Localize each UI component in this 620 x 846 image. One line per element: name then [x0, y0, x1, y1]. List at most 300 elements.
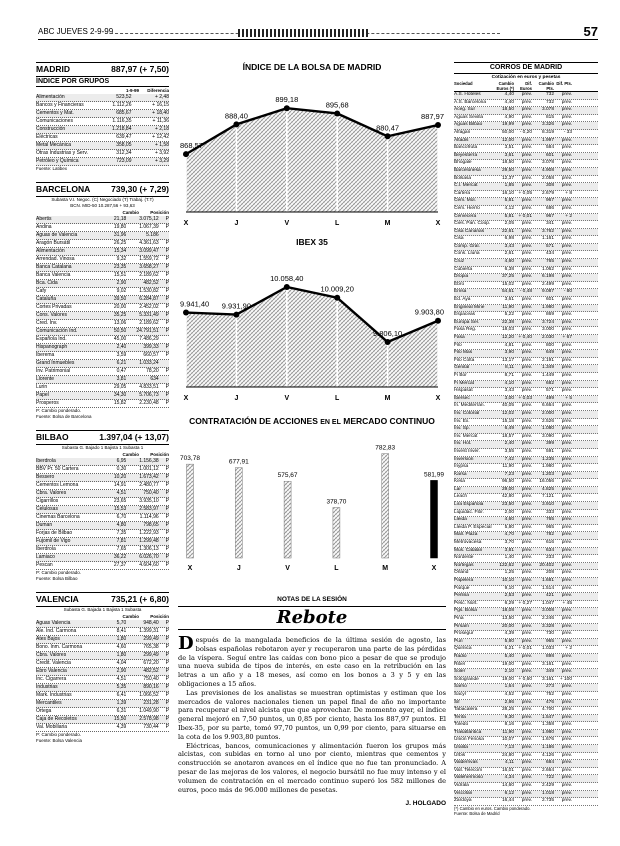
- row-cambio-pts: 3.910: [541, 502, 554, 508]
- row-cambio-pts: 3.328: [541, 623, 554, 629]
- madrid-index-chart: [178, 72, 446, 232]
- row-flag: P: [165, 288, 169, 294]
- row-value: 523,52: [116, 94, 132, 100]
- row-cambio-eur: 4,40: [504, 99, 514, 105]
- row-dif-pts: prev.: [561, 160, 572, 166]
- row-position: 2.230,48: [139, 400, 159, 406]
- chart-bar-5: [431, 480, 438, 558]
- table-row: [36, 328, 169, 336]
- row-name: Papel: [36, 392, 49, 398]
- row-name: Inc. Cigarrera: [36, 676, 67, 682]
- row-name: Aragón Bursátil: [36, 240, 71, 246]
- row-value: 6,95: [116, 458, 127, 464]
- row-flag: P: [165, 458, 169, 464]
- row-flag: P: [165, 724, 169, 730]
- row-flag: P: [165, 684, 169, 690]
- row-dif-eur: prev.: [521, 729, 532, 735]
- row-cambio-pts: 730: [545, 631, 554, 637]
- row-dif-eur: prev.: [521, 357, 532, 363]
- row-cambio-pts: 1.349: [541, 365, 554, 371]
- row-dif-pts: prev.: [561, 540, 572, 546]
- table-row: [36, 158, 169, 166]
- row-cambio-eur: 12,02: [501, 410, 514, 416]
- row-name: Cruz: [454, 259, 465, 265]
- chart-x-tick-1: J: [236, 565, 241, 572]
- chart-point-1: [233, 121, 239, 127]
- table-row: [36, 288, 169, 296]
- row-name: Bhogale: [454, 160, 472, 166]
- row-dif-pts: + 67: [562, 335, 572, 340]
- table-row: [454, 100, 598, 108]
- row-dif-pts: prev.: [561, 92, 572, 97]
- valencia-column-headers: [36, 613, 169, 620]
- table-row: [36, 538, 169, 546]
- row-dif-pts: prev.: [561, 532, 572, 538]
- row-dif-eur: prev.: [521, 236, 532, 242]
- row-name: Filo: [454, 342, 462, 348]
- table-row: [454, 92, 598, 100]
- row-name: Duman: [36, 522, 53, 528]
- row-cambio-pts: 732: [545, 99, 554, 105]
- table-row: [36, 692, 169, 700]
- row-dif-pts: prev.: [561, 183, 572, 189]
- chart-value-label-3: 895,68: [325, 100, 349, 110]
- row-dif-pts: prev.: [561, 114, 572, 120]
- row-position: 3.099,47: [139, 248, 159, 254]
- row-cambio-eur: 2,00: [504, 509, 514, 515]
- row-position: + 1,58: [154, 142, 169, 148]
- row-position: 1.673,42: [139, 474, 159, 480]
- row-name: Filo Mas: [454, 350, 473, 356]
- row-dif-pts: prev.: [561, 562, 572, 568]
- row-cambio-pts: 1.358: [541, 722, 554, 728]
- row-cambio-eur: 2,05: [504, 221, 514, 227]
- row-name: Emsa: [454, 289, 467, 295]
- row-cambio-eur: 15,18: [501, 418, 514, 424]
- chart-bar-4: [382, 454, 389, 558]
- row-cambio-pts: 782: [545, 532, 554, 538]
- row-cambio-eur: 6,12: [504, 790, 514, 796]
- valencia-rows: [36, 620, 169, 732]
- table-row: [454, 677, 598, 685]
- row-dif-pts: prev.: [561, 578, 572, 583]
- row-position: + 2,18: [154, 126, 169, 132]
- row-name: Vall. Telecom: [454, 767, 483, 773]
- table-row: [36, 652, 169, 660]
- notas-paragraph-1-text: espués de la mangalada beneficios de la última sesión de agosto, las bolsas españolas rebotaron ayer y recuperaron una parte de las pérdidas de la víspera. Seguí entre las caídas con bono pico a pesar de que se produjo una nueva subida de tipos de interés, en este caso en la retribución en las letras a un año y a 18 meses, así como en los bonos a 3 y 5 y en las obligaciones a 15 años.: [178, 636, 446, 688]
- row-flag: P: [165, 352, 169, 358]
- table-row: [36, 668, 169, 676]
- madrid-rows: [36, 94, 169, 166]
- row-cambio-pts: 967: [545, 198, 554, 204]
- valencia-col-cambio: Cambio: [122, 614, 139, 619]
- row-name: Mark. Industrias: [36, 692, 72, 698]
- row-cambio-eur: 5,40: [504, 653, 514, 659]
- row-name: Inv. Cotorial: [454, 410, 480, 416]
- row-name: BBV Pr. 50 Cartera: [36, 466, 79, 472]
- corros-col-cambio-eur: Cambio Euros (*): [496, 81, 514, 91]
- row-position: 1.156,38: [139, 458, 159, 464]
- row-position: 660,57: [143, 352, 159, 358]
- chart-title-contratacion: [178, 416, 446, 428]
- table-row: [36, 392, 169, 400]
- row-cambio-eur: 4,90: [504, 114, 514, 120]
- table-row: [454, 586, 598, 594]
- row-dif-pts: prev.: [561, 729, 572, 735]
- row-cambio-pts: 434: [545, 251, 554, 257]
- table-row: [454, 145, 598, 153]
- row-cambio-eur: 1,85: [504, 183, 514, 189]
- row-dif-eur: prev.: [521, 448, 532, 454]
- row-position: 5.331,49: [139, 312, 159, 318]
- row-dif-pts: + 45: [562, 600, 572, 606]
- table-row: [454, 221, 598, 229]
- row-flag: P: [165, 522, 169, 528]
- row-name: Cubierta: [454, 266, 473, 272]
- chart-title-madrid: ÍNDICE DE LA BOLSA DE MADRID: [242, 62, 382, 72]
- row-value: 27,37: [113, 562, 127, 568]
- row-dif-eur: prev.: [521, 410, 532, 416]
- row-dif-pts: prev.: [561, 714, 572, 720]
- row-position: 1.399,31: [139, 628, 159, 634]
- row-cambio-eur: 10,10: [501, 578, 514, 583]
- row-cambio-pts: 4.700: [541, 707, 554, 713]
- row-position: 1.299,48: [139, 538, 159, 544]
- row-cambio-pts: 16.056: [539, 479, 554, 485]
- row-name: Industrias: [36, 684, 58, 690]
- row-dif-pts: prev.: [561, 266, 572, 272]
- row-flag: P: [165, 392, 169, 398]
- row-dif-pts: prev.: [561, 312, 572, 318]
- row-name: Inversión: [454, 456, 474, 462]
- row-dif-eur: + 0,60: [518, 676, 532, 682]
- row-cambio-eur: 4,10: [504, 380, 514, 386]
- row-cambio-pts: 1.062: [541, 266, 554, 272]
- row-flag: P: [165, 400, 169, 406]
- table-row: [454, 449, 598, 457]
- row-flag: P: [165, 546, 169, 552]
- row-cambio-eur: 4,34: [504, 775, 514, 781]
- row-flag: P: [165, 708, 169, 714]
- row-value: 639,47: [116, 134, 132, 140]
- row-cambio-pts: 1.161: [541, 236, 554, 242]
- row-name: Tenfa: [454, 714, 466, 720]
- row-dif-pts: prev.: [561, 410, 572, 416]
- table-row: [454, 745, 598, 753]
- row-dif-pts: prev.: [561, 152, 572, 158]
- row-dif-pts: prev.: [561, 259, 572, 265]
- notas-body: [178, 633, 446, 794]
- table-row: [454, 768, 598, 776]
- chart-point-1: [233, 312, 239, 318]
- table-row: [454, 251, 598, 259]
- row-cambio-eur: 96,50: [501, 479, 514, 485]
- row-flag: P: [165, 692, 169, 698]
- row-value: 312,34: [116, 150, 132, 156]
- row-flag: P: [165, 538, 169, 544]
- chart-value-label-4: 880,47: [376, 123, 400, 133]
- row-position: 78,20: [146, 368, 159, 374]
- row-cambio-eur: 6,98: [504, 236, 514, 242]
- row-cambio-eur: 54,61: [501, 289, 514, 295]
- row-value: 6,31: [116, 708, 127, 714]
- row-cambio-eur: 6,29: [504, 600, 514, 606]
- table-row: [454, 191, 598, 199]
- row-cambio-pts: 1.449: [541, 372, 554, 378]
- table-row: [36, 522, 169, 530]
- row-dif-eur: prev.: [521, 175, 532, 181]
- row-name: Banca Valencia: [36, 272, 71, 278]
- table-row: [454, 798, 598, 806]
- row-dif-eur: prev.: [521, 266, 532, 272]
- barcelona-name: BARCELONA: [36, 184, 91, 194]
- table-row: [36, 264, 169, 272]
- row-cambio-pts: 3.326: [541, 122, 554, 128]
- row-cambio-pts: 476: [545, 699, 554, 705]
- row-value: 0,30: [116, 466, 127, 472]
- row-dif-eur: prev.: [521, 562, 532, 568]
- table-row: [454, 183, 598, 191]
- row-name: Hispasat: [454, 388, 473, 394]
- row-position: 4.361,63: [139, 240, 159, 246]
- row-dif-pts: prev.: [561, 615, 572, 621]
- table-row: [36, 304, 169, 312]
- row-flag: P: [165, 660, 169, 666]
- row-name: Comp. Gral.: [454, 243, 480, 249]
- table-row: [454, 153, 598, 161]
- row-dif-pts: prev.: [561, 365, 572, 371]
- row-cambio-pts: 682: [545, 380, 554, 386]
- row-name: Lira Española: [454, 502, 484, 508]
- table-row: [454, 510, 598, 518]
- table-row: [454, 517, 598, 525]
- row-cambio-eur: 42,80: [501, 494, 514, 500]
- row-cambio-eur: 11,90: [502, 729, 514, 735]
- table-row: [36, 296, 169, 304]
- row-value: 26,25: [113, 240, 127, 246]
- table-row: [454, 396, 598, 404]
- row-dif-eur: prev.: [521, 152, 532, 158]
- row-dif-pts: prev.: [561, 319, 572, 325]
- table-row: [454, 775, 598, 783]
- table-row: [454, 115, 598, 123]
- bilbao-name: BILBAO: [36, 432, 69, 442]
- row-dif-pts: prev.: [561, 669, 572, 675]
- row-dif-eur: prev.: [521, 137, 532, 143]
- row-dif-eur: prev.: [521, 107, 532, 113]
- barcelona-subheading: Subasta V.I. Negoc. (C) Negociado (T) Trabaj. (T.T): [51, 197, 154, 202]
- madrid-subtitle: ÍNDICE POR GRUPOS: [36, 77, 169, 87]
- row-name: Fujomil de Vigo: [36, 538, 71, 544]
- row-cambio-pts: 6.198: [541, 274, 554, 280]
- row-cambio-eur: 40,05: [501, 403, 514, 409]
- chart-title-part1: CONTRATACIÓN DE ACCIONES: [189, 416, 318, 426]
- table-row: [36, 256, 169, 264]
- row-dif-eur: - 0,48: [519, 289, 532, 295]
- row-name: Beyesterra: [454, 152, 478, 158]
- row-dif-eur: prev.: [521, 517, 532, 523]
- row-dif-eur: prev.: [521, 145, 532, 151]
- row-cambio-eur: 18,08: [501, 608, 514, 614]
- row-cambio-pts: 815: [545, 114, 554, 120]
- row-cambio-eur: 4,12: [504, 205, 514, 211]
- row-dif-pts: prev.: [561, 418, 572, 424]
- row-cambio-pts: 3.000: [541, 327, 554, 333]
- row-value: 15,51: [113, 272, 127, 278]
- row-cambio-eur: 16,10: [501, 190, 514, 196]
- row-dif-eur: prev.: [521, 486, 532, 492]
- row-name: Quimica: [454, 646, 472, 652]
- row-position: 1.114,96: [139, 514, 159, 520]
- row-name: Iberdrola: [36, 458, 56, 464]
- row-name: Cisa Canarias: [454, 228, 485, 234]
- row-cambio-eur: 3,81: [504, 547, 514, 553]
- madrid-footer: Fuente: Latibex: [36, 166, 68, 171]
- table-row: [36, 336, 169, 344]
- row-cambio-pts: 571: [545, 243, 554, 249]
- table-row: [36, 554, 169, 562]
- row-position: 7.486,29: [139, 336, 159, 342]
- row-dif-pts: prev.: [561, 357, 572, 363]
- row-position: 5.706,73: [139, 392, 159, 398]
- row-dif-pts: prev.: [561, 122, 572, 128]
- row-name: Inv. Hot.: [454, 441, 472, 447]
- row-cambio-pts: 4.126: [541, 752, 554, 758]
- row-dif-eur: prev.: [521, 183, 532, 189]
- row-name: Alimentación: [36, 248, 65, 254]
- row-cambio-pts: 2.735: [541, 798, 554, 804]
- row-name: Fi Bor: [454, 372, 467, 378]
- row-dif-eur: + 0,01: [518, 646, 532, 652]
- row-cambio-eur: 4,81: [504, 342, 514, 348]
- row-cambio-pts: 499: [545, 395, 554, 401]
- row-position: 1.222,93: [139, 530, 159, 536]
- row-cambio-pts: 1.033: [541, 646, 554, 652]
- row-name: Comunicaciones: [36, 118, 73, 124]
- row-cambio-eur: 19,00: [501, 661, 514, 667]
- row-name: Val. Mobiliaria: [36, 724, 68, 730]
- bilbao-section: [36, 430, 169, 582]
- table-row: [454, 198, 598, 206]
- row-cambio-eur: 7,42: [504, 456, 514, 462]
- row-name: Puri: [454, 638, 463, 644]
- row-dif-eur: + 0,40: [518, 335, 532, 340]
- table-row: [36, 312, 169, 320]
- table-row: [454, 760, 598, 768]
- row-dif-pts: prev.: [561, 479, 572, 485]
- table-row: [36, 620, 169, 628]
- row-cambio-eur: 3,61: [504, 152, 514, 158]
- table-row: [454, 791, 598, 799]
- row-name: Ates Bajos: [36, 636, 60, 642]
- row-cambio-pts: 421: [545, 593, 554, 599]
- row-value: 45,00: [113, 336, 127, 342]
- chart-x-tick-0: X: [183, 220, 189, 227]
- row-cambio-pts: 2.030: [541, 335, 554, 340]
- row-cambio-pts: 3.090: [541, 433, 554, 439]
- row-dif-pts: prev.: [561, 798, 572, 804]
- table-row: [454, 206, 598, 214]
- row-dif-pts: prev.: [561, 760, 572, 766]
- row-cambio-pts: 341: [545, 221, 554, 227]
- row-dif-eur: prev.: [521, 691, 532, 697]
- chart-value-label-1: 9.931,90: [221, 301, 252, 311]
- bilbao-footer-source: Fuente: Bolsa Bilbao: [36, 576, 78, 581]
- row-flag: P: [165, 506, 169, 512]
- valencia-footer-source: Fuente: Bolsa Valencia: [36, 738, 82, 743]
- table-row: [454, 715, 598, 723]
- row-dif-pts: prev.: [561, 426, 572, 432]
- row-position: 3.658,27: [139, 264, 159, 270]
- row-name: Banca Catalana: [36, 264, 72, 270]
- table-row: [36, 482, 169, 490]
- row-dif-pts: prev.: [561, 790, 572, 796]
- row-cambio-pts: 208: [545, 570, 554, 576]
- table-row: [454, 646, 598, 654]
- table-row: [454, 335, 598, 343]
- row-position: 299,49: [143, 652, 159, 658]
- row-dif-pts: prev.: [561, 327, 572, 333]
- row-cambio-pts: 3.161: [541, 661, 554, 667]
- row-dif-pts: - 33: [563, 129, 572, 135]
- chart-value-label-3: 10.009,20: [320, 284, 354, 294]
- row-name: Española Ind.: [36, 336, 67, 342]
- row-flag: P: [165, 530, 169, 536]
- row-dif-eur: prev.: [521, 585, 532, 591]
- chart-value-label-1: 888,40: [224, 111, 248, 121]
- row-value: 8,41: [116, 628, 127, 634]
- row-value: 4,51: [116, 490, 127, 496]
- chart-point-2: [284, 284, 290, 290]
- row-name: Perlina: [454, 593, 469, 599]
- row-cambio-pts: 591: [545, 448, 554, 454]
- row-name: Alimentación: [36, 94, 65, 100]
- table-row: [454, 540, 598, 548]
- row-value: 4,39: [116, 724, 127, 730]
- row-position: 2.583,97: [139, 506, 159, 512]
- valencia-footer-note: P: Cambio ponderado.: [36, 732, 82, 737]
- row-dif-eur: prev.: [521, 251, 532, 257]
- row-dif-pts: prev.: [561, 775, 572, 781]
- row-position: 765,38: [143, 644, 159, 650]
- row-value: 20,00: [113, 304, 127, 310]
- row-value: 2,90: [116, 668, 127, 674]
- row-cambio-pts: 1.018: [541, 790, 554, 796]
- row-value: 4,80: [116, 522, 127, 528]
- chart-bar-2: [284, 481, 291, 558]
- row-cambio-eur: 5,22: [504, 312, 514, 318]
- chart-x-tick-4: M: [382, 565, 389, 572]
- row-dif-eur: prev.: [521, 615, 532, 621]
- row-flag: P: [165, 320, 169, 326]
- table-row: [454, 631, 598, 639]
- row-dif-pts: prev.: [561, 388, 572, 394]
- row-cambio-eur: 5,81: [504, 213, 514, 219]
- row-cambio-pts: 1.997: [541, 137, 554, 143]
- table-row: [454, 312, 598, 320]
- valencia-header: [36, 592, 169, 607]
- table-row: [36, 498, 169, 506]
- row-dif-eur: - 0,20: [519, 129, 532, 135]
- row-name: Cisa: [454, 236, 464, 242]
- corros-col-sociedad: Sociedad: [454, 81, 473, 86]
- row-name: Espaceas: [454, 312, 476, 318]
- row-cambio-eur: 6,38: [504, 266, 514, 272]
- row-dif-pts: prev.: [561, 737, 572, 743]
- row-value: 358,05: [116, 142, 132, 148]
- row-dif-eur: prev.: [521, 623, 532, 629]
- table-row: [454, 107, 598, 115]
